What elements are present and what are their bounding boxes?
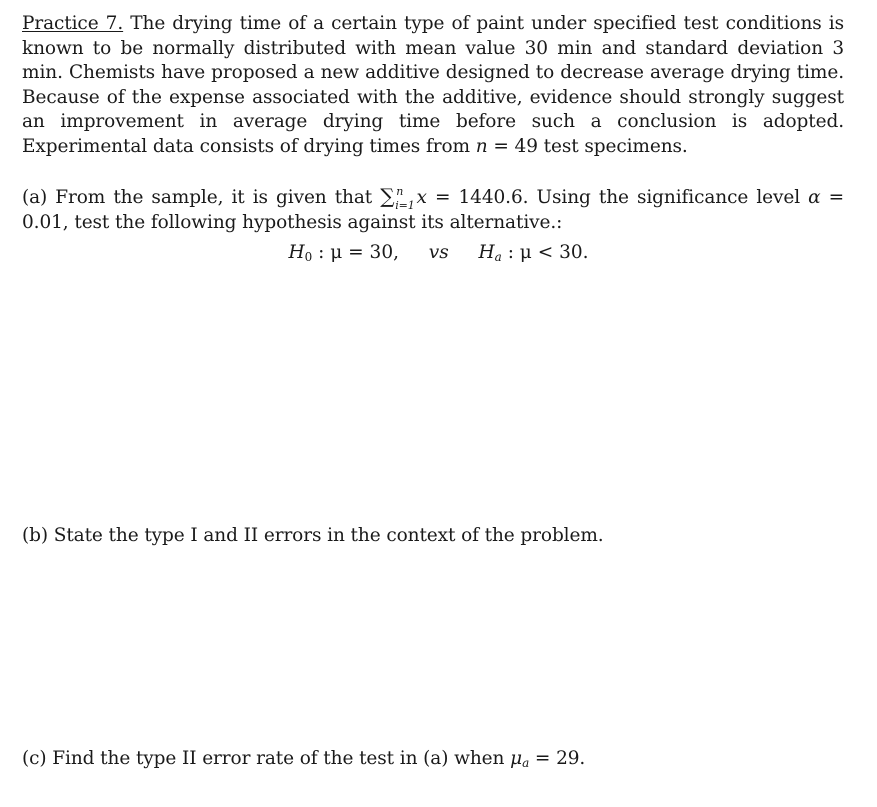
vs-label: vs <box>428 242 449 263</box>
h0-body: : μ = 30, <box>318 242 399 263</box>
part-c <box>22 747 844 776</box>
sum-variable: x <box>416 187 427 208</box>
part-b <box>22 524 844 549</box>
n-value: = 49 test specimens. <box>493 135 688 157</box>
sum-value: = 1440.6. Using the significance level <box>435 187 801 208</box>
ha-symbol: H <box>478 242 495 263</box>
part-a-prefix: (a) From the sample, it is given that <box>22 187 373 208</box>
alpha-symbol: α <box>808 187 821 208</box>
hypothesis-statement <box>0 241 877 269</box>
summation-symbol: ∑ n i=1 <box>380 184 394 209</box>
h0-subscript: 0 <box>304 250 313 264</box>
part-b-text: (b) State the type I and II errors in the context of the problem. <box>22 525 604 546</box>
problem-text: The drying time of a certain type of paint under specified test conditions is known to be normally distributed with mean value 30 min and standard deviation 3 min. Chemists have proposed a new additive designed to decrease average drying time. Because of the expense associated with the additive, evidence should strongly suggest an improvement in average drying time before such a conclusion is adopted. Experimental data consists of drying times from <box>22 13 845 157</box>
h0-symbol: H <box>288 242 305 263</box>
n-symbol: n <box>475 135 488 157</box>
part-c-prefix: (c) Find the type II error rate of the test in (a) when <box>22 748 505 769</box>
part-a <box>22 184 844 235</box>
problem-statement <box>22 12 844 160</box>
mu-symbol: μ <box>510 748 523 769</box>
sum-lower-limit: i=1 <box>395 199 415 212</box>
practice-label: Practice 7. <box>22 13 124 34</box>
part-a-line2: test the following hypothesis against its alternative.: <box>74 211 563 233</box>
part-c-value: = 29. <box>534 748 586 769</box>
ha-subscript: a <box>494 250 502 264</box>
sum-upper-limit: n <box>396 185 404 198</box>
alpha-value: = 0.01, <box>22 187 845 233</box>
ha-body: : μ < 30. <box>507 242 589 263</box>
mu-subscript: a <box>522 756 530 770</box>
